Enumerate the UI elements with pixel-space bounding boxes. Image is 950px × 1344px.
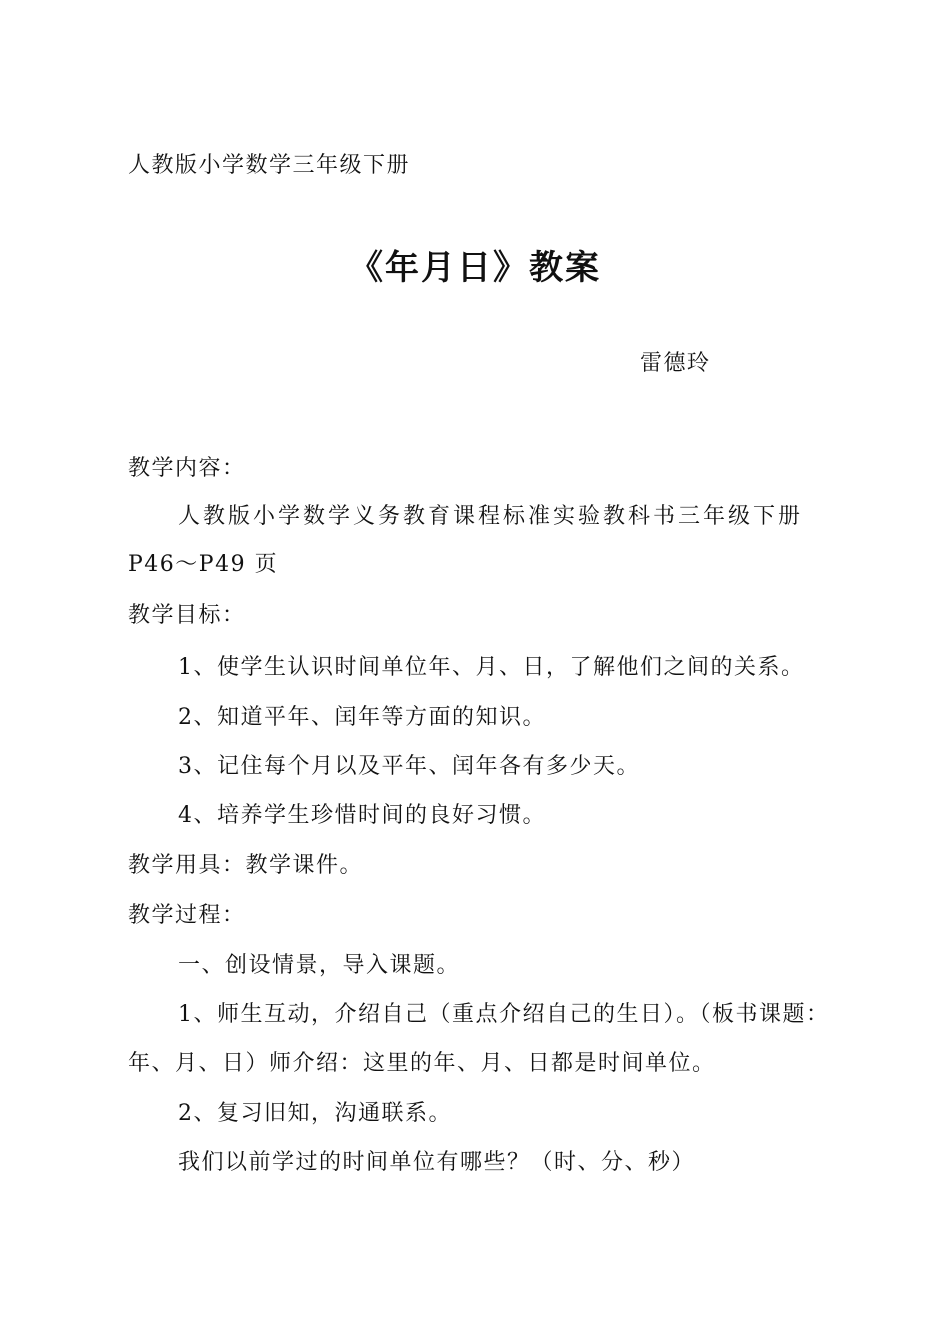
step1-line-1: 1、师生互动，介绍自己（重点介绍自己的生日）。（板书课题： [178,1002,830,1027]
question-line: 我们以前学过的时间单位有哪些？（时、分、秒） [178,1150,696,1175]
content-line-1: 人教版小学数学义务教育课程标准实验教科书三年级下册 [178,504,804,529]
author-name: 雷德玲 [640,351,711,376]
goal-3: 3、记住每个月以及平年、闰年各有多少天。 [178,754,640,779]
goal-4: 4、培养学生珍惜时间的良好习惯。 [178,803,546,828]
step1-line-2: 年、月、日）师介绍：这里的年、月、日都是时间单位。 [128,1051,716,1076]
document-title: 《年月日》教案 [349,248,601,288]
content-line-2: P46～P49 页 [128,552,279,577]
document-header: 人教版小学数学三年级下册 [128,153,411,178]
step-2: 2、复习旧知，沟通联系。 [178,1101,452,1126]
step-one: 一、创设情景，导入课题。 [178,953,461,978]
process-heading: 教学过程： [128,903,246,928]
content-heading: 教学内容： [128,456,246,481]
teaching-tools: 教学用具：教学课件。 [128,853,364,878]
goals-heading: 教学目标： [128,603,246,628]
goal-2: 2、知道平年、闰年等方面的知识。 [178,705,546,730]
goal-1: 1、使学生认识时间单位年、月、日，了解他们之间的关系。 [178,655,805,680]
